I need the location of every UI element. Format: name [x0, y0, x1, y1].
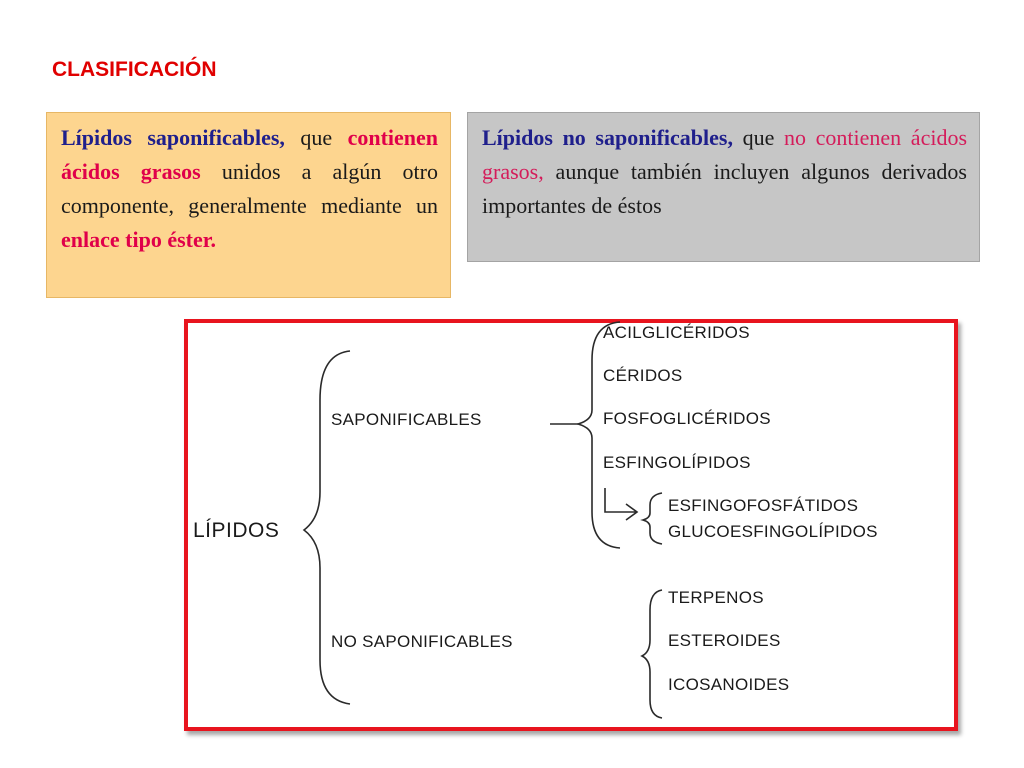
item-icosanoides: ICOSANOIDES: [668, 675, 790, 694]
saponifiable-text-2: unidos a algún otro componente, generalmente mediante un: [61, 159, 438, 218]
branch-saponificables: SAPONIFICABLES: [331, 410, 482, 429]
item-esfingolipidos: ESFINGOLÍPIDOS: [603, 453, 751, 472]
item-glucoesfingolipidos: GLUCOESFINGOLÍPIDOS: [668, 522, 878, 541]
item-esteroides: ESTEROIDES: [668, 631, 781, 650]
saponifiable-highlight-fatty-acids: contienen ácidos grasos: [61, 125, 439, 184]
branch-no-saponificables: NO SAPONIFICABLES: [331, 632, 513, 651]
item-ceridos: CÉRIDOS: [603, 366, 683, 385]
slide-title: CLASIFICACIÓN: [52, 58, 217, 81]
saponifiable-highlight-ester: enlace tipo éster.: [61, 227, 216, 252]
saponificables-brace: [578, 322, 620, 548]
esfingolipidos-arrow: [605, 488, 637, 520]
root-lipidos: LÍPIDOS: [193, 519, 280, 542]
item-fosfogliceridos: FOSFOGLICÉRIDOS: [603, 409, 771, 428]
esfingolipidos-brace: [643, 493, 662, 544]
non-saponifiable-text-1: que: [732, 125, 785, 150]
non-saponifiable-highlight: no contienen ácidos grasos,: [482, 125, 968, 184]
saponifiable-term: Lípidos saponificables,: [61, 125, 285, 150]
non-saponifiable-term: Lípidos no saponificables,: [482, 125, 733, 150]
item-terpenos: TERPENOS: [668, 588, 764, 607]
non-saponifiable-text-2: aunque también incluyen algunos derivados importantes de éstos: [482, 159, 967, 218]
item-esfingofosfatidos: ESFINGOFOSFÁTIDOS: [668, 496, 859, 515]
no-saponificables-brace: [642, 590, 662, 718]
item-acilgliceridos: ACILGLICÉRIDOS: [603, 323, 750, 342]
saponifiable-text-1: que: [284, 125, 348, 150]
